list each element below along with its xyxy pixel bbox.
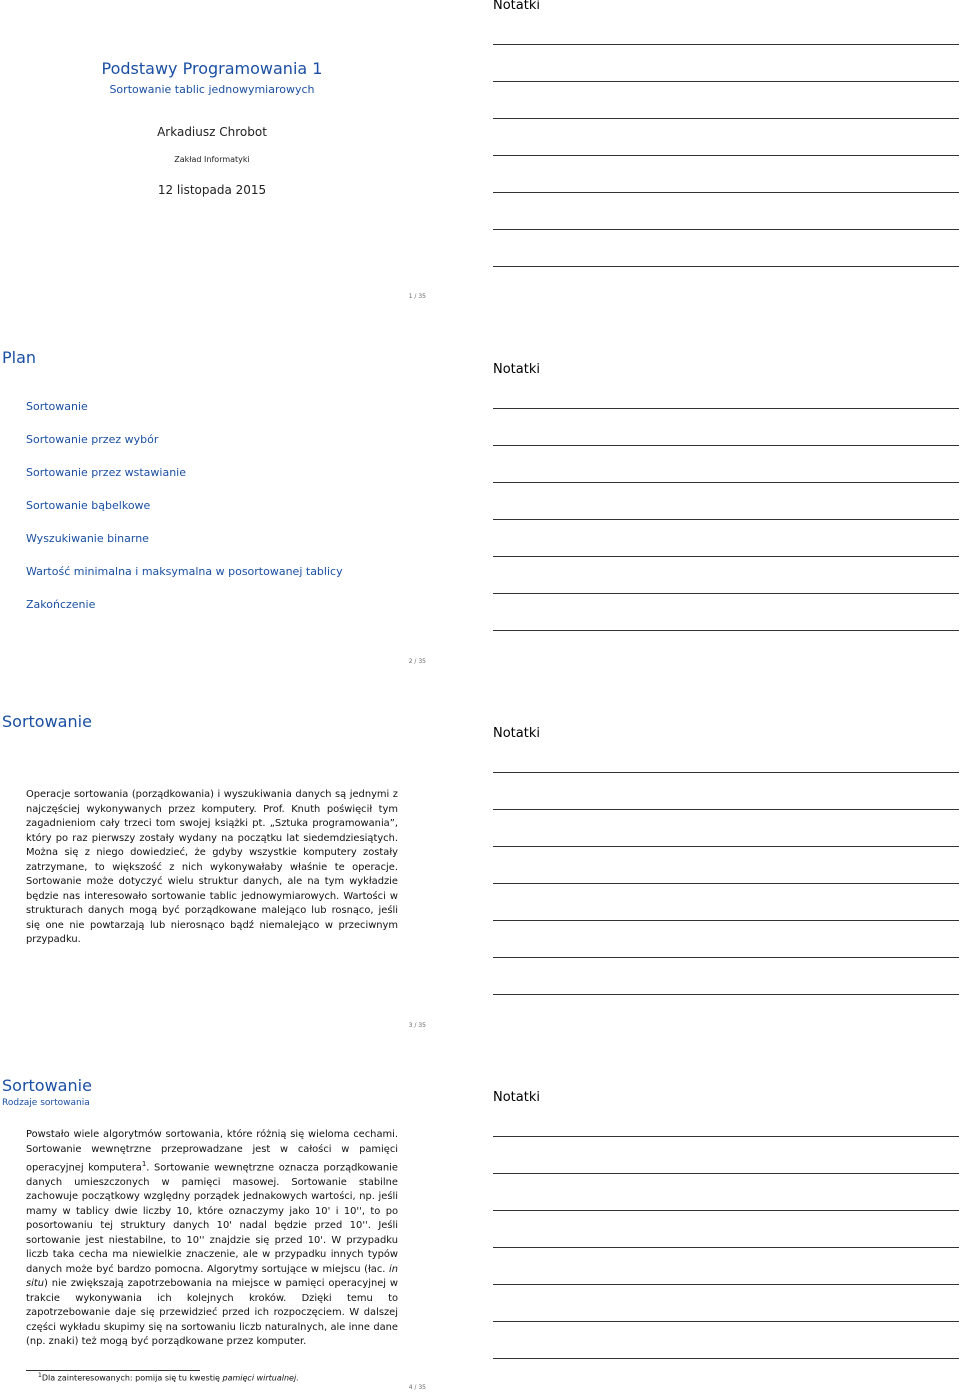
slide-sorting-types [0,1068,960,1395]
author-name: Arkadiusz Chrobot [157,125,267,139]
presentation-subtitle: Sortowanie tablic jednowymiarowych [109,83,315,96]
notes-line [493,155,959,156]
toc-item[interactable]: Wyszukiwanie binarne [26,532,149,545]
page-number: 3 / 35 [408,1022,426,1029]
slide-title-page [0,0,960,364]
body-text-part: . Sortowanie wewnętrzne oznacza porządkowanie danych umieszczonych w pamięci masowej. Sortowanie stabilne zachowuje początkowy względny porządek jednakowych wartości, np. jeśli mamy w tablicy dwie liczby 10, które oznaczymy jako 10' i 10'', to po posortowaniu tej struktury danych 10' nadal będzie przed 10''. Jeśli sortowanie jest niestabilne, to 10'' znajdzie się przed 10'. W przypadku liczb taka cecha ma niewielkie znaczenie, ale w przypadku innych typów danych może być bardzo pomocna. Algorytmy sortujące w miejscu (łac. [26,1162,398,1275]
notes-line [493,408,959,409]
slide-body-text: Operacje sortowania (porządkowania) i wyszukiwania danych są jednymi z najczęściej wykonywanych przez komputery. Prof. Knuth poświęcił tym zagadnieniom cały trzeci tom swojej książki pt. „Sztuka programowania”, który po raz pierwszy zostały wydany na początku lat siedemdziesiątych. Można się z niego dowiedzieć, że gdyby wszystkie komputery zostały zatrzymane, to większość z nich wykonywałaby właśnie te operacje. Sortowanie może dotyczyć wielu struktur danych, ale na tym wykładzie będzie nas interesowało sortowanie tablic jednowymiarowych. Wartości w strukturach danych mogą być porządkowane malejąco lub rosnąco, jeśli się one nie powtarzają lub nierosnąco bądź niemalejąco w przeciwnym przypadku. [26,789,398,945]
notes-line [493,957,959,958]
notes-line [493,630,959,631]
notes-line [493,883,959,884]
notes-line [493,1321,959,1322]
toc-item[interactable]: Sortowanie przez wybór [26,433,159,446]
notes-heading: Notatki [493,0,540,13]
notes-line [493,1210,959,1211]
notes-line [493,556,959,557]
frame-title: Sortowanie [2,712,92,731]
notes-line [493,445,959,446]
notes-line [493,482,959,483]
page-number: 4 / 35 [408,1384,426,1391]
slide-plan [0,340,960,704]
notes-line [493,118,959,119]
slide-body-text [26,1128,398,1350]
body-text-part: ) nie zwiększają zapotrzebowania na miejsce w pamięci operacyjnej w trakcie wykonywania ich kolejnych kroków. Dzięki temu to zapotrzebowanie daje się przewidzieć przed ich rozpoczęciem. W dalszej części wykładu skupimy się na sortowaniu liczb naturalnych, ale inne dane (np. znaki) też mogą być porządkowane przez komputer. [26,1278,398,1348]
notes-line [493,44,959,45]
footnote-italic: pamięci wirtualnej. [222,1373,299,1383]
notes-heading: Notatki [493,1090,540,1105]
notes-line [493,81,959,82]
notes-line [493,920,959,921]
notes-line [493,809,959,810]
body-text-part: Powstało wiele algorytmów sortowania, które różnią się wieloma cechami. Sortowanie wewnętrzne przeprowadzane jest w całości w pamięci operacyjnej komputera [26,1129,398,1174]
footnote-text: Dla zainteresowanych: pomija się tu kwestię [41,1373,223,1383]
notes-line [493,846,959,847]
footnote [38,1372,299,1383]
institute-name: Zakład Informatyki [174,155,250,164]
footnote-mark: 1 [38,1372,42,1379]
notes-heading: Notatki [493,726,540,741]
presentation-title: Podstawy Programowania 1 [101,59,323,78]
notes-line [493,192,959,193]
slide-sorting-intro [0,704,960,1068]
notes-line [493,1284,959,1285]
table-of-contents [26,400,343,631]
notes-line [493,229,959,230]
toc-item[interactable]: Sortowanie [26,400,88,413]
frame-title: Plan [2,348,37,367]
notes-line [493,994,959,995]
notes-line [493,1173,959,1174]
notes-line [493,519,959,520]
frame-subtitle: Rodzaje sortowania [2,1098,90,1108]
notes-line [493,1136,959,1137]
toc-item[interactable]: Sortowanie przez wstawianie [26,466,186,479]
notes-line [493,593,959,594]
notes-heading: Notatki [493,362,540,377]
footnote-mark: 1 [141,1160,147,1168]
toc-item[interactable]: Wartość minimalna i maksymalna w posortowanej tablicy [26,565,343,578]
page-number: 2 / 35 [408,658,426,665]
page-number: 1 / 35 [408,293,426,300]
footnote-divider [26,1370,200,1371]
body-text-italic: in situ [26,1263,398,1290]
frame-title: Sortowanie [2,1076,92,1095]
notes-line [493,1358,959,1359]
toc-item[interactable]: Zakończenie [26,598,96,611]
notes-line [493,1247,959,1248]
toc-item[interactable]: Sortowanie bąbelkowe [26,499,151,512]
presentation-date: 12 listopada 2015 [157,183,267,197]
notes-line [493,772,959,773]
notes-line [493,266,959,267]
